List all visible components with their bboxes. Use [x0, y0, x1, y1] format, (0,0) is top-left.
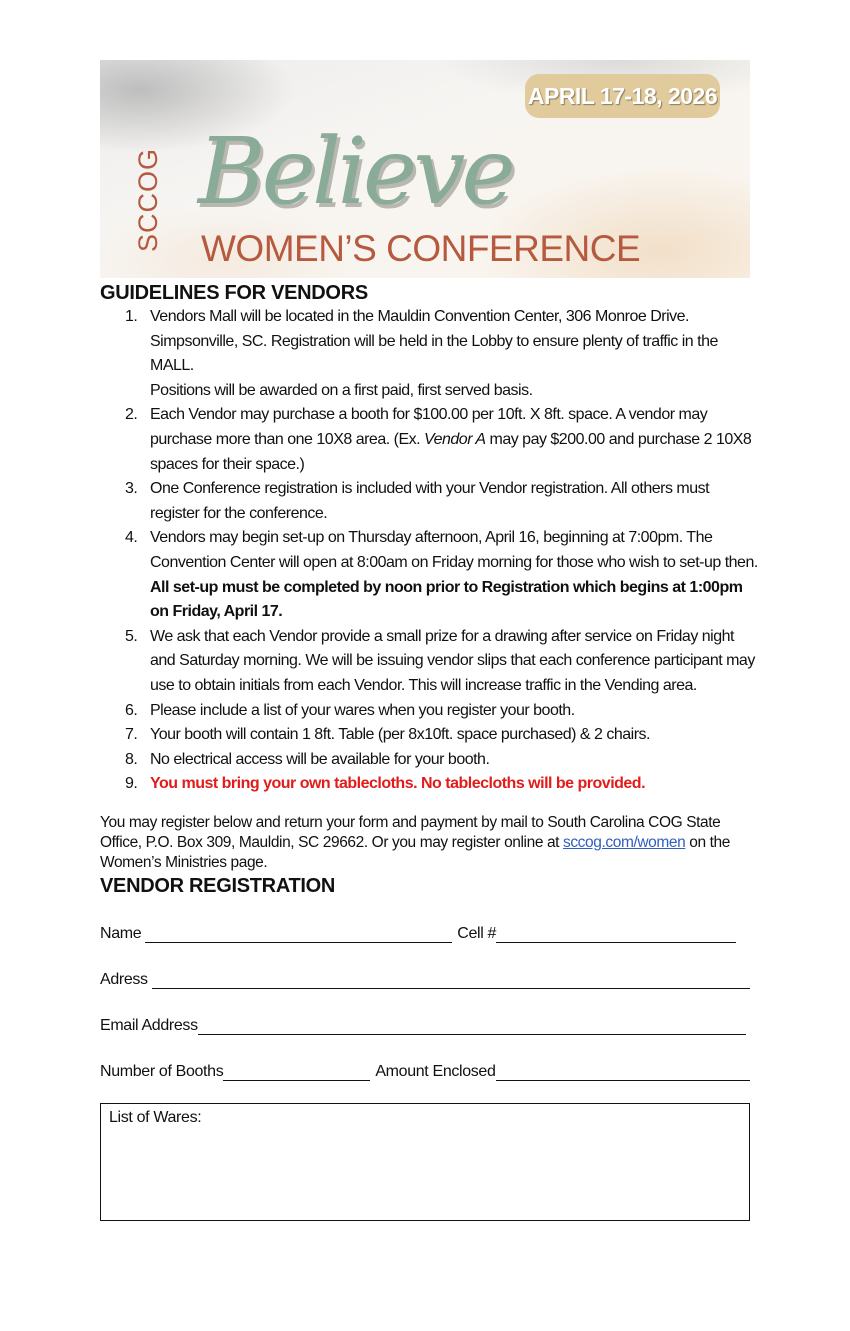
item-number: 8. — [125, 750, 138, 768]
registration-heading: VENDOR REGISTRATION — [100, 874, 336, 897]
item-number: 7. — [125, 726, 138, 744]
page-content — [100, 282, 760, 1221]
item-text: Each Vendor may purchase a booth for $100.00 per 10ft. X 8ft. space. A vendor may purchase more than one 10X8 area. (Ex. — [150, 406, 708, 448]
conference-banner — [100, 60, 750, 278]
guideline-item — [100, 477, 760, 526]
item-bold: All set-up must be completed by noon prior to Registration which begins at 1:00pm on Friday, April 17. — [150, 578, 743, 621]
name-field[interactable] — [145, 924, 452, 943]
item-text-extra: Positions will be awarded on a first paid, first served basis. — [150, 381, 533, 399]
registration-intro — [100, 813, 760, 873]
guideline-item — [100, 526, 760, 624]
cell-field[interactable] — [496, 924, 736, 943]
item-text: We ask that each Vendor provide a small prize for a drawing after service on Friday night and Saturday morning. We will be issuing vendor slips that each conference participant may use to obtain initials from each Vendor. This will increase traffic in the Vending area. — [150, 627, 755, 694]
item-number: 1. — [125, 308, 138, 325]
name-cell-row — [100, 919, 750, 943]
date-badge: APRIL 17-18, 2026 — [525, 74, 720, 118]
item-number: 9. — [125, 775, 138, 793]
guideline-item — [100, 723, 760, 748]
booths-amount-row — [100, 1057, 750, 1081]
guidelines-list — [100, 305, 760, 797]
intro-text: on the Women’s Ministries page. — [100, 833, 730, 871]
cell-label: Cell # — [457, 924, 497, 942]
item-number: 5. — [125, 627, 138, 645]
item-text: Your booth will contain 1 8ft. Table (per 8x10ft. space purchased) & 2 chairs. — [150, 726, 650, 744]
item-text: Please include a list of your wares when you register your booth. — [150, 701, 575, 719]
amount-label: Amount Enclosed — [375, 1062, 496, 1080]
wares-box[interactable] — [100, 1103, 750, 1221]
email-row — [100, 1011, 746, 1035]
name-label: Name — [100, 924, 142, 942]
item-number: 2. — [125, 406, 138, 424]
item-number: 3. — [125, 480, 138, 498]
email-label: Email Address — [100, 1016, 198, 1034]
item-number: 6. — [125, 701, 138, 719]
address-field[interactable] — [152, 970, 750, 989]
guideline-item — [100, 772, 760, 797]
item-text: Vendors Mall will be located in the Mauldin Convention Center, 306 Monroe Drive. Simpsonville, SC. Registration will be held in the Lobby to ensure plenty of traffic in the MALL. — [150, 308, 718, 375]
address-label: Adress — [100, 970, 148, 988]
item-text: Vendors may begin set-up on Thursday afternoon, April 16, beginning at 7:00pm. The Convention Center will open at 8:00am on Friday morning for those who wish to set-up then. — [150, 529, 758, 571]
guidelines-heading: GUIDELINES FOR VENDORS — [100, 282, 368, 304]
booths-label: Number of Booths — [100, 1062, 224, 1080]
item-text: One Conference registration is included with your Vendor registration. All others must register for the conference. — [150, 480, 710, 522]
guideline-item — [100, 748, 760, 773]
item-italic: Vendor A — [424, 430, 486, 448]
item-number: 4. — [125, 529, 138, 547]
intro-text: You may register below and return your form and payment by mail to South Carolina COG State Office, P.O. Box 309, Mauldin, SC 29662. Or you may register online at — [100, 813, 721, 851]
wares-label: List of Wares: — [109, 1108, 202, 1126]
guideline-item — [100, 699, 760, 724]
item-text: may pay $200.00 and purchase 2 10X8 spaces for their space.) — [150, 430, 752, 473]
item-text-warning: You must bring your own tablecloths. No tablecloths will be provided. — [150, 775, 646, 793]
guideline-item — [100, 305, 760, 403]
amount-field[interactable] — [496, 1062, 750, 1081]
item-text: No electrical access will be available for your booth. — [150, 750, 490, 768]
banner-title: Believe — [198, 118, 512, 225]
guideline-item — [100, 625, 760, 699]
banner-org: SCCOG — [133, 147, 163, 253]
email-field[interactable] — [198, 1016, 746, 1035]
banner-subtitle: WOMEN’S CONFERENCE — [201, 228, 641, 269]
booths-field[interactable] — [223, 1062, 370, 1081]
guideline-item — [100, 403, 760, 477]
registration-link[interactable]: sccog.com/women — [562, 833, 686, 851]
address-row — [100, 965, 750, 989]
